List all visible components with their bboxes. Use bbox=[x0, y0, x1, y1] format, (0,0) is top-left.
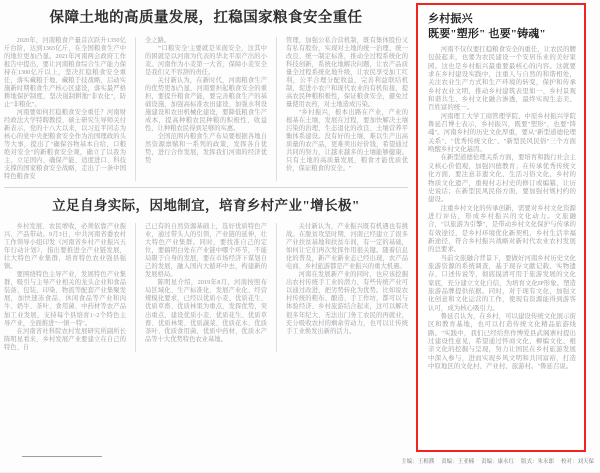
paragraph: 要围绕特色主导产业，发展特色产业集群，吸引与主导产业相关的龙头企业和食品装备、包装、印染、物流等配套产业集聚发展，加快速冻食品、休闲食品等产业和肉牛、奶牛、茶叶、食用菌、中药材等农产品加工业发展，支持每个县培育1~2个特色主导产业，全面推进"一镇一特"。 bbox=[4, 271, 126, 327]
credit-editor-1: 责编：王亚楠 bbox=[441, 459, 475, 465]
sidebar-title bbox=[428, 12, 576, 41]
story-bottom-column-1 bbox=[4, 223, 126, 352]
credit-layout: 版式：朱永郎 bbox=[521, 459, 555, 465]
editorial-credits bbox=[401, 458, 594, 466]
sidebar-title-line-2: 既要"塑形" 也要"铸魂" bbox=[428, 27, 546, 40]
paragraph: 2020年，河南粮食产量首次跃升1350亿斤台阶，达到1365亿斤，在全国粮食生产中的地位更加凸显。2021年河南两会政府工作报告中提出，要让河南粮食综合生产能力保持在1300亿斤以上，坚决扛稳粮食安全重任，落实藏粮于地、藏粮于技战略，启动实施新时期粮食生产核心区建设，落实最严格耕地保护制度，坚决遏制耕地"非农化"，防止"非粮化"。 bbox=[4, 37, 126, 108]
paragraph: "'口粮安全'主要就是米面安全，这其中的困就是以河南为代表的华北平原产出的小麦。河南作为小麦第一大省，保障小麦安全是我们义不容辞的责任。 bbox=[145, 45, 267, 76]
story-top-column-1 bbox=[4, 37, 126, 181]
main-article-region bbox=[4, 2, 408, 450]
footer-divider bbox=[22, 456, 102, 457]
paragraph: 全之路。 bbox=[145, 37, 171, 44]
story-top-column-3 bbox=[286, 37, 408, 173]
paragraph: 注重乡村文化的传承创新，需要对乡村文化资源进行评估，形成乡村振兴的文化动力。文旅融合，"以旅游为引擎"，是带动乡村文化保护与传承的有效途径，是乡村环境优化新契机、乡村生活幸福新途径，符合乡村振兴战略对新时代农业农村发展的总要求。 bbox=[428, 204, 576, 254]
column-divider bbox=[135, 223, 136, 352]
paragraph: 河南要如何扛稳粮食安全重任？河南财经政法大学特聘教授、硕士研究生导师关付新表示，党的十八大以来，以习近平同志为核心的党中央把粮食安全作为治国理政的头等大事，提出了"确保谷物基本自给，口粮绝对安全"的新粮食安全观，确立了以我为主、立足国内、确保产能、适度进口、科技支撑的国家粮食安全战略，走出了一条中国特色粮食安 bbox=[4, 109, 126, 180]
paragraph: 乡村发展、农民增收，必须依靠产业振兴、产品带动。9月3日，中共河南省委农村工作领导小组印发《河南省乡村产业振兴五年行动计划》，指出要推进全产业链发展，壮大特色产业集群，培育特色农业强县强镇。 bbox=[4, 223, 126, 271]
page-footer bbox=[0, 454, 600, 472]
paragraph: 河南在发展新产业的同时，也应该挖掘出农村传统手工业的潜力，有些传统产业可以通过改进，把劣势转化为优势。比如说农村传统的粗布、酿造、手工作坊，都可以与体验经济、乡村旅游结合起来，这可以解决很多年纪大、无法出门务工农民的再就业，充分吸收农村的剩余劳动力，也可以让传统手工业焕发出新的活力。 bbox=[286, 271, 408, 335]
story-bottom bbox=[4, 188, 408, 352]
credit-editor-2: 责编：康永红 bbox=[481, 459, 515, 465]
credit-proofreader: 校对：刘天保 bbox=[561, 459, 594, 465]
column-divider bbox=[135, 37, 136, 181]
story-top bbox=[4, 2, 408, 188]
sidebar-title-line-1: 乡村振兴 bbox=[428, 13, 473, 25]
paragraph: 管理，加强公私合营机制，既有集体股份又有私有股份，实现对土地的统一治理、统一改良、统一制定标准，推动全过程系统化的科技创新，系统化地解决问题，让农产品质量全过程系统化地升级，让农民享受加工红利，公平合理分配收益，完善利益联结机制，促进小农户和现代农业的有机衔接，提高农民种粮积极性，保证粮食安全，避免过量使用农药，对土地造成污染。 bbox=[286, 37, 408, 108]
paragraph: 河南不仅仅要扛稳粮食安全的重任，让农民的腰包鼓起来，也要为农民建设一个安居乐业的美好家园。这也是乡村振兴最重要最核心的内容。这就要求在乡村建设实践中，注重人与自然的和谐相处，关注农业生产方式和生产环境的转变，保护和传承乡村农业文明，推动乡村建筑表里如一、乡村景观和谐共生、乡村文化融合渗透，最终实现生态美、百姓富的统一。 bbox=[428, 46, 576, 112]
paragraph: 关付新认为，产业振兴既有机遇也有挑战。在脱贫攻坚时期，河南已经建立了很多产业扶贫基地和扶贫车间，有一定的基础，如何让它们再次发挥作用很关键。随着信息化的普及，新产业新业态已经出现，农产品电商、乡村旅游都是产业振兴的重大机遇。 bbox=[286, 223, 408, 271]
paragraph: 鲁延召认为，在乡村，可以建设传统文化展示街区和教育基地，也可以打造传统文化精品旅游线路。"实践中，我们已经给焦作博爱县武阁寨村提出过建设性意见，希望通过怀商文化、柳编文化、根亲文化的挖掘与呈现，努力让国民在乡村旅游发展中深入参与，进而实现乡风文明和共同富裕，打造中原地区的文化村、产业村、旅游村。"鲁延召说。 bbox=[428, 313, 576, 371]
paragraph: 河南理工大学工商管理学院、中原乡村振兴学院鲁延召博士表示，乡村振兴，既要"塑形"，也要"铸魂"。河南乡村的历史文化厚重，要从"新型道德伦理关系"、"优秀传统文化"、"新型民风民俗"三个方面唤醒乡村文化基因。 bbox=[428, 112, 576, 154]
column-divider bbox=[276, 223, 277, 352]
story-bottom-columns bbox=[4, 223, 408, 352]
paragraph: 在新型道德伦理关系方面，要培育和践行社会主义核心价值观，加强四德教育；在传承优秀传统文化方面，要注意非遗文化、生活习俗文化、乡村的物质文化遗产，重视村志村史的修订或编纂，让历史说话；在新型民风民俗方面，要加强村规村约的建设。 bbox=[428, 154, 576, 204]
story-top-column-2 bbox=[145, 37, 267, 165]
sidebar-content bbox=[418, 5, 584, 450]
paragraph: 陈明星介绍，2019年8月，河南按照布局区域化、生产标准化、发展产业化、经营规模化要求，已经以优质小麦、优质花生、优质草畜、优质林果为重点，发挥优势，突出重点，建设优质小麦、优质花生、优质草畜、优质林果、优质蔬菜、优质花木、优质茶叶、优质食用菌、优质中药材、优质水产品等十大优势特色农业基地。 bbox=[145, 279, 267, 343]
section-title: 立足自身实际，因地制宜，培育乡村产业"增长极" bbox=[52, 198, 360, 213]
highlighted-sidebar-article bbox=[416, 3, 586, 452]
story-bottom-column-3 bbox=[286, 223, 408, 336]
paragraph: 在河南省社科院农村发展研究所副所长陈明星看来，乡村发展产业要建立在自己的特色、自 bbox=[4, 327, 126, 351]
sidebar-body bbox=[428, 46, 576, 371]
paragraph: "乡村振兴，根本出路在产业，产业的根基在土壤，发展在过程，要加快解决土壤污染的治理、生态退化的改良、土壤营养平衡体系建设。没有好的土壤，难以生产出高质量的农产品，更难卖出好价钱，希望通过共同的努力，让越来越多的土壤能够健康。只有土地的高质量发展，粮食才能优质优价，保证粮食的安全。" bbox=[286, 109, 408, 172]
paragraph: 当前文旅融合背景下，要做好河南乡村历史文化旅游资源的系统调查，基于现存文献记载、实物遗存、口述传说等，彻底摸清可用于旅游发展的文化家底，充分建立文化自信，为培育文化IP形象、塑造旅游品牌提供依据。同时，对于现有文化，加强文化创意和文化运营的工作，使现有资源能得到游客认可，成为核心吸引力。 bbox=[428, 254, 576, 312]
credit-chief-editor: 主编：王相濮 bbox=[401, 459, 435, 465]
paragraph: 己已有的自然资源基础上，选好优质特色产业，通过带头人的引领，产业链的延伸，壮大特色产业集群。同时，要找准自己的定位，要搞明白处在产业链中哪个环节，不能局限于自身的发展，要在市场经济下谋划自己的发展，融入国内大循环中去，构建新的发展格局。 bbox=[145, 223, 267, 279]
paragraph: 关付新认为，在新时代，河南粮食生产的优势更加凸显，河南要担起粮食安全的重担，要提升粮食产能，要完善粮食生产的基础设施，加强高标准农田建设、加强水利设施建设和农田机械化建设，要降低粮食生产成本，提高种粮农民种粮的积极性、收益性，让种粮农民得到足够的实惠。 bbox=[145, 77, 267, 132]
story-top-columns bbox=[4, 37, 408, 181]
column-divider bbox=[276, 37, 277, 181]
story-bottom-column-2 bbox=[145, 223, 267, 344]
page-title: 保障土地的高质量发展，扛稳国家粮食安全重任 bbox=[49, 10, 363, 26]
paragraph: 全国范围内粮食生产布局要根据各地自然资源禀赋和一系列的政策，发挥各自优势，进行合作发展，发挥我们河南的经济优势 bbox=[145, 133, 267, 164]
